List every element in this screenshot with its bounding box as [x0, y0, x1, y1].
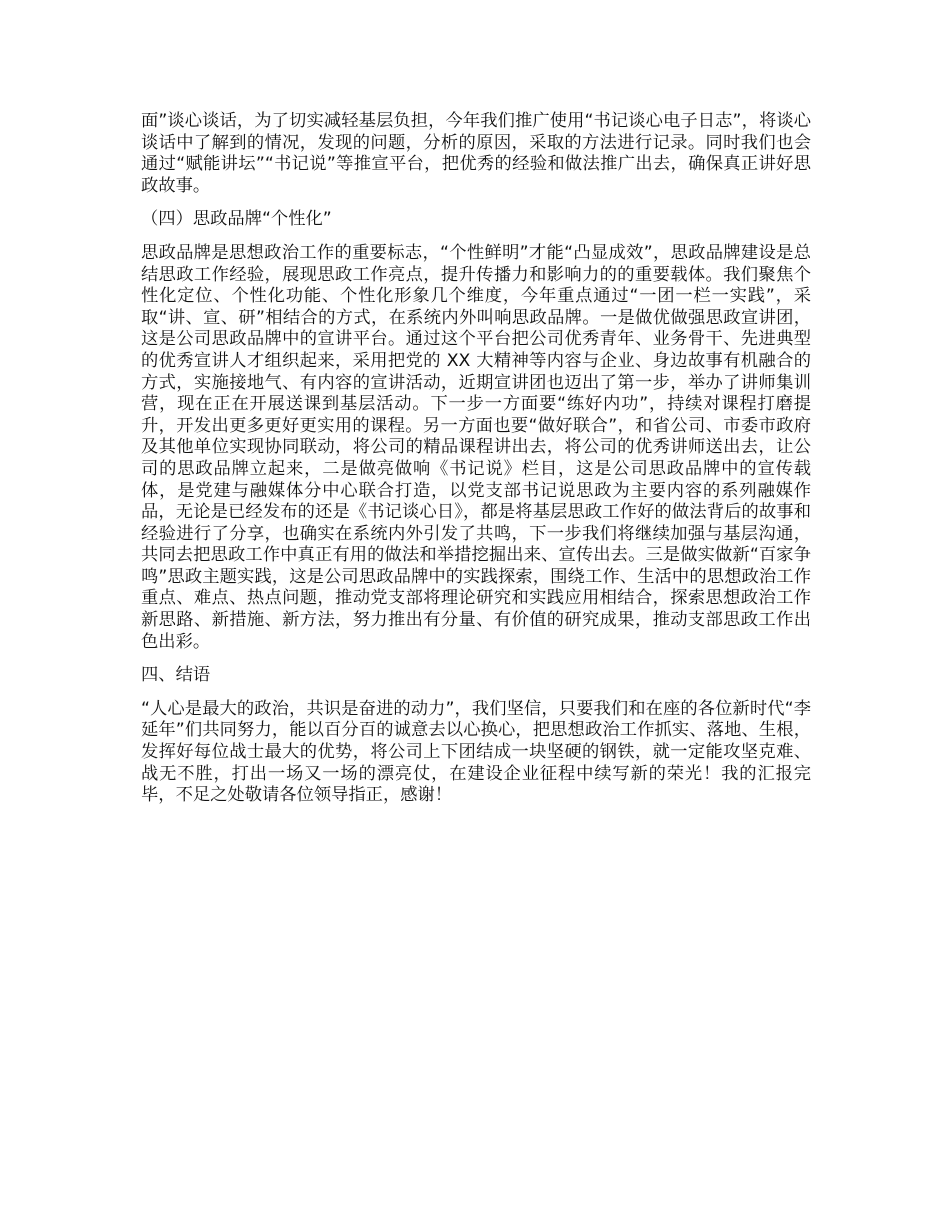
document-page — [141, 111, 811, 819]
paragraph-brand: 思政品牌是思想政治工作的重要标志，“个性鲜明”才能“凸显成效”，思政品牌建设是总结思政工作经验，展现思政工作亮点，提升传播力和影响力的的重要载体。我们聚焦个性化定位、个性化功能、个性化形象几个维度，今年重点通过“一团一栏一实践”，采取“讲、宣、研”相结合的方式，在系统内外叫响思政品牌。一是做优做强思政宣讲团，这是公司思政品牌中的宣讲平台。通过这个平台把公司优秀青年、业务骨干、先进典型的优秀宣讲人才组织起来，采用把党的 XX 大精神等内容与企业、身边故事有机融合的方式，实施接地气、有内容的宣讲活动，近期宣讲团也迈出了第一步，举办了讲师集训营，现在正在开展送课到基层活动。下一步一方面要“练好内功”，持续对课程打磨提升，开发出更多更好更实用的课程。另一方面也要“做好联合”，和省公司、市委市政府及其他单位实现协同联动，将公司的精品课程讲出去，将公司的优秀讲师送出去，让公司的思政品牌立起来，二是做亮做响《书记说》栏目，这是公司思政品牌中的宣传载体，是党建与融媒体分中心联合打造，以党支部书记说思政为主要内容的系列融媒作品，无论是已经发布的还是《书记谈心日》，都是将基层思政工作好的做法背后的故事和经验进行了分享，也确实在系统内外引发了共鸣，下一步我们将继续加强与基层沟通，共同去把思政工作中真正有用的做法和举措挖掘出来、宣传出去。三是做实做新“百家争鸣”思政主题实践，这是公司思政品牌中的实践探索，围绕工作、生活中的思想政治工作重点、难点、热点问题，推动党支部将理论研究和实践应用相结合，探索思想政治工作新思路、新措施、新方法，努力推出有分量、有价值的研究成果，推动支部思政工作出色出彩。 — [141, 242, 811, 652]
section-heading-conclusion: 四、结语 — [141, 665, 211, 686]
paragraph-opening: 面”谈心谈话，为了切实减轻基层负担，今年我们推广使用“书记谈心电子日志”，将谈心谈话中了解到的情况，发现的问题，分析的原因，采取的方法进行记录。同时我们也会通过“赋能讲坛”“书记说”等推宣平台，把优秀的经验和做法推广出去，确保真正讲好思政故事。 — [141, 111, 811, 196]
paragraph-conclusion: “人心是最大的政治，共识是奋进的动力”，我们坚信，只要我们和在座的各位新时代“李延年”们共同努力，能以百分百的诚意去以心换心，把思想政治工作抓实、落地、生根，发挥好每位战士最大的优势，将公司上下团结成一块坚硬的钢铁，就一定能攻坚克难、战无不胜，打出一场又一场的漂亮仗，在建设企业征程中续写新的荣光！我的汇报完毕，不足之处敬请各位领导指正，感谢！ — [141, 698, 811, 806]
section-heading-brand: （四）思政品牌“个性化” — [141, 209, 332, 230]
